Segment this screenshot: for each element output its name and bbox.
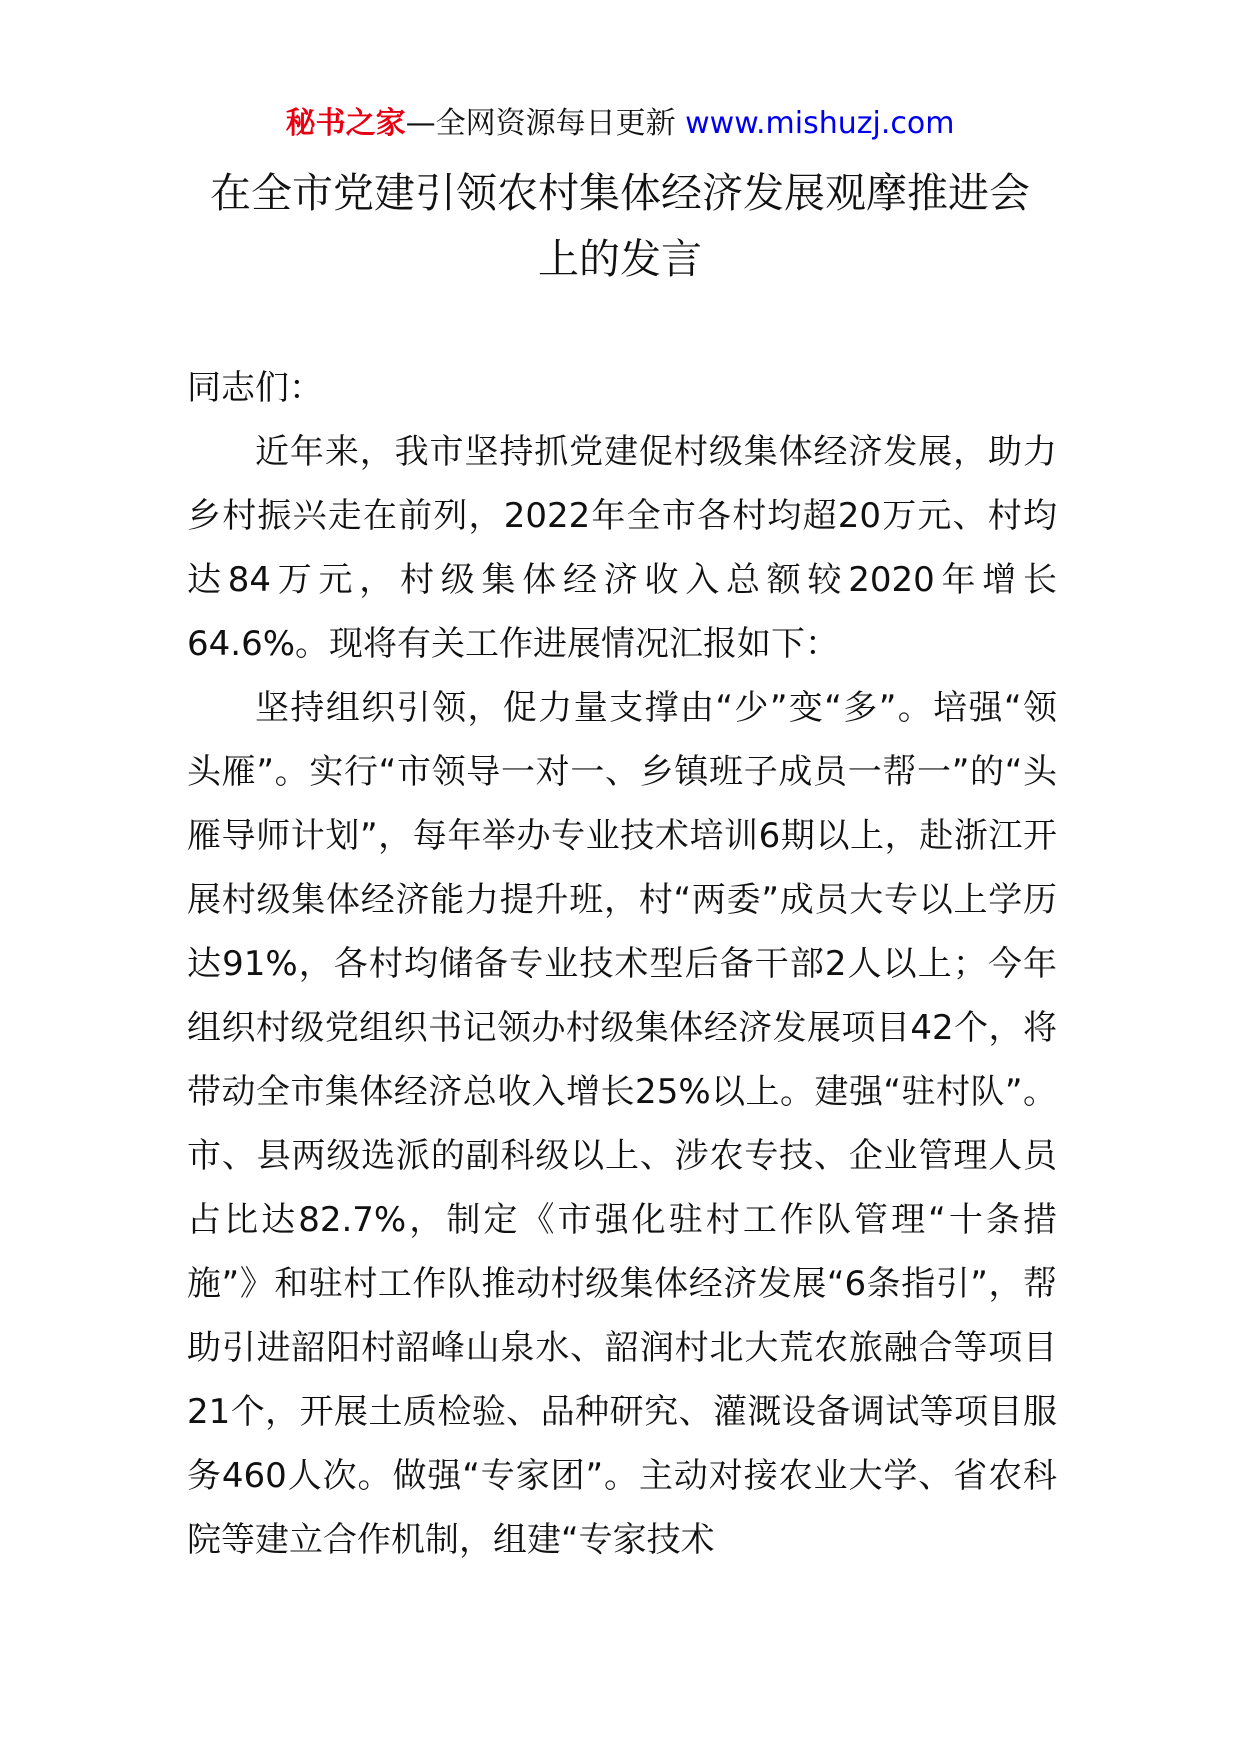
document-title	[120, 160, 1120, 292]
title-line-1: 在全市党建引领农村集体经济发展观摩推进会	[210, 169, 1030, 217]
title-line-2: 上的发言	[538, 235, 702, 283]
site-url-link[interactable]: www.mishuzj.com	[685, 106, 955, 141]
brand-name: 秘书之家	[285, 106, 406, 141]
document-body	[187, 356, 1057, 1572]
salutation: 同志们：	[187, 368, 323, 408]
site-banner	[0, 100, 1240, 148]
banner-tagline: —全网资源每日更新	[405, 106, 686, 141]
paragraph-organization: 坚持组织引领，促力量支撑由“少”变“多”。培强“领头雁”。实行“市领导一对一、乡镇班子成员一帮一”的“头雁导师计划”，每年举办专业技术培训6期以上，赴浙江开展村级集体经济能力提升班，村“两委”成员大专以上学历达91%，各村均储备专业技术型后备干部2人以上；今年组织村级党组织书记领办村级集体经济发展项目42个，将带动全市集体经济总收入增长25%以上。建强“驻村队”。市、县两级选派的副科级以上、涉农专技、企业管理人员占比达82.7%，制定《市强化驻村工作队管理“十条措施”》和驻村工作队推动村级集体经济发展“6条指引”，帮助引进韶阳村韶峰山泉水、韶润村北大荒农旅融合等项目21个，开展土质检验、品种研究、灌溉设备调试等项目服务460人次。做强“专家团”。主动对接农业大学、省农科院等建立合作机制，组建“专家技术	[187, 688, 1057, 1560]
paragraph-intro: 近年来，我市坚持抓党建促村级集体经济发展，助力乡村振兴走在前列，2022年全市各村均超20万元、村均达84万元，村级集体经济收入总额较2020年增长64.6%。现将有关工作进展情况汇报如下：	[187, 432, 1057, 664]
